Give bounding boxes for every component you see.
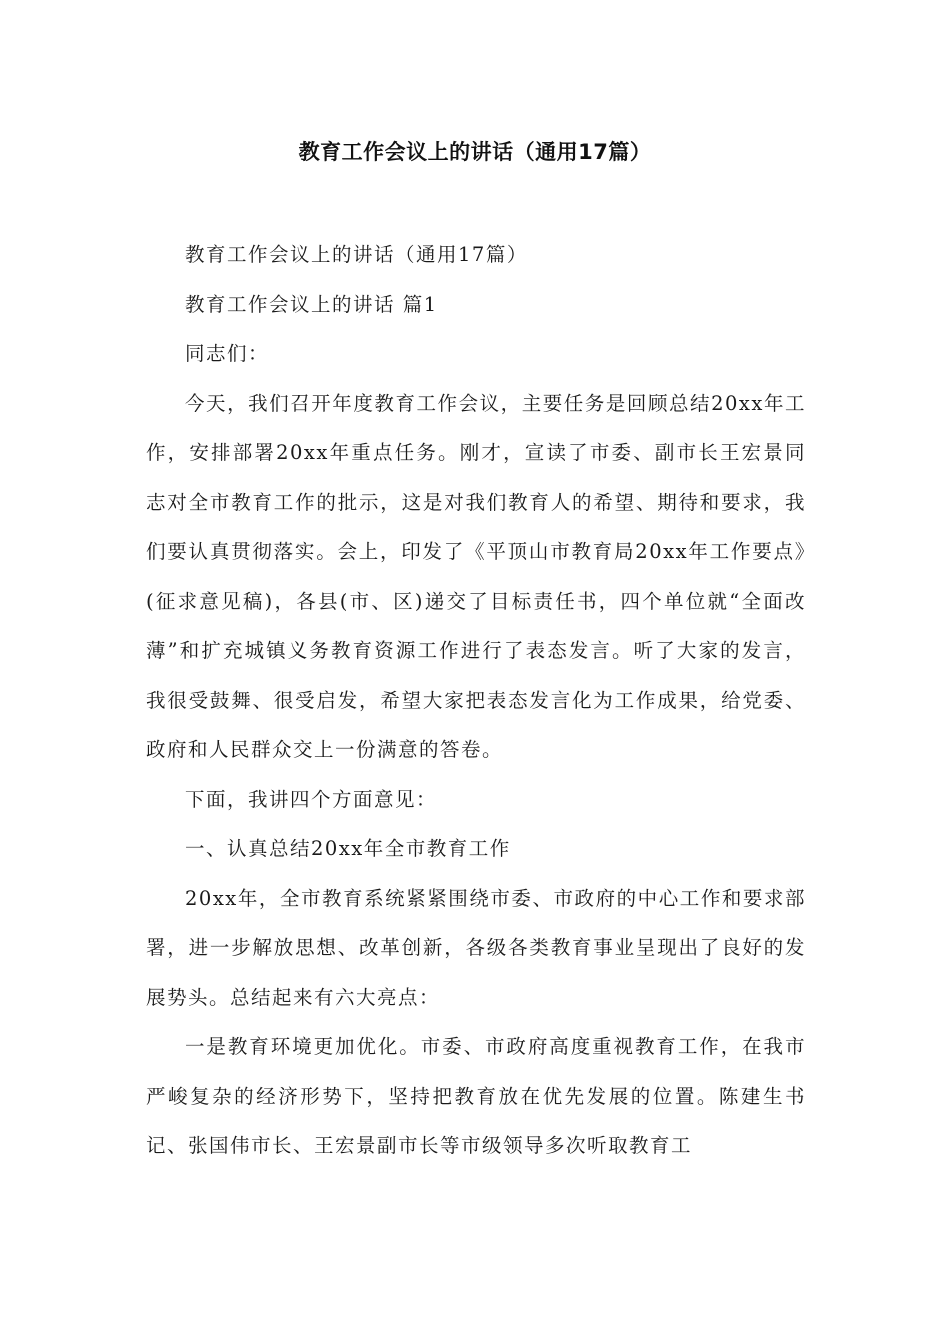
paragraph-summary: 20xx年，全市教育系统紧紧围绕市委、市政府的中心工作和要求部署，进一步解放思想、改革创新，各级各类教育事业呈现出了良好的发展势头。总结起来有六大亮点：	[146, 886, 806, 1009]
document-body	[146, 230, 806, 1171]
document-title: 教育工作会议上的讲话（通用17篇）	[298, 140, 652, 164]
paragraph-salutation: 同志们：	[185, 342, 270, 365]
paragraph-highlight-one: 一是教育环境更加优化。市委、市政府高度重视教育工作，在我市严峻复杂的经济形势下，坚持把教育放在优先发展的位置。陈建生书记、张国伟市长、王宏景副市长等市级领导多次听取教育工	[146, 1035, 806, 1157]
paragraph-section-heading: 教育工作会议上的讲话 篇1	[185, 292, 438, 316]
paragraph-outline-intro: 下面，我讲四个方面意见：	[185, 787, 438, 811]
paragraph-opening: 今天，我们召开年度教育工作会议，主要任务是回顾总结20xx年工作，安排部署20xx年重点任务。刚才，宣读了市委、副市长王宏景同志对全市教育工作的批示，这是对我们教育人的希望、期待和要求，我们要认真贯彻落实。会上，印发了《平顶山市教育局20xx年工作要点》(征求意见稿)，各县(市、区)递交了目标责任书，四个单位就“全面改薄”和扩充城镇义务教育资源工作进行了表态发言。听了大家的发言，我很受鼓舞、很受启发，希望大家把表态发言化为工作成果，给党委、政府和人民群众交上一份满意的答卷。	[146, 391, 806, 761]
paragraph-part-one-heading: 一、认真总结20xx年全市教育工作	[185, 837, 511, 860]
paragraph-subtitle: 教育工作会议上的讲话（通用17篇）	[185, 243, 528, 266]
